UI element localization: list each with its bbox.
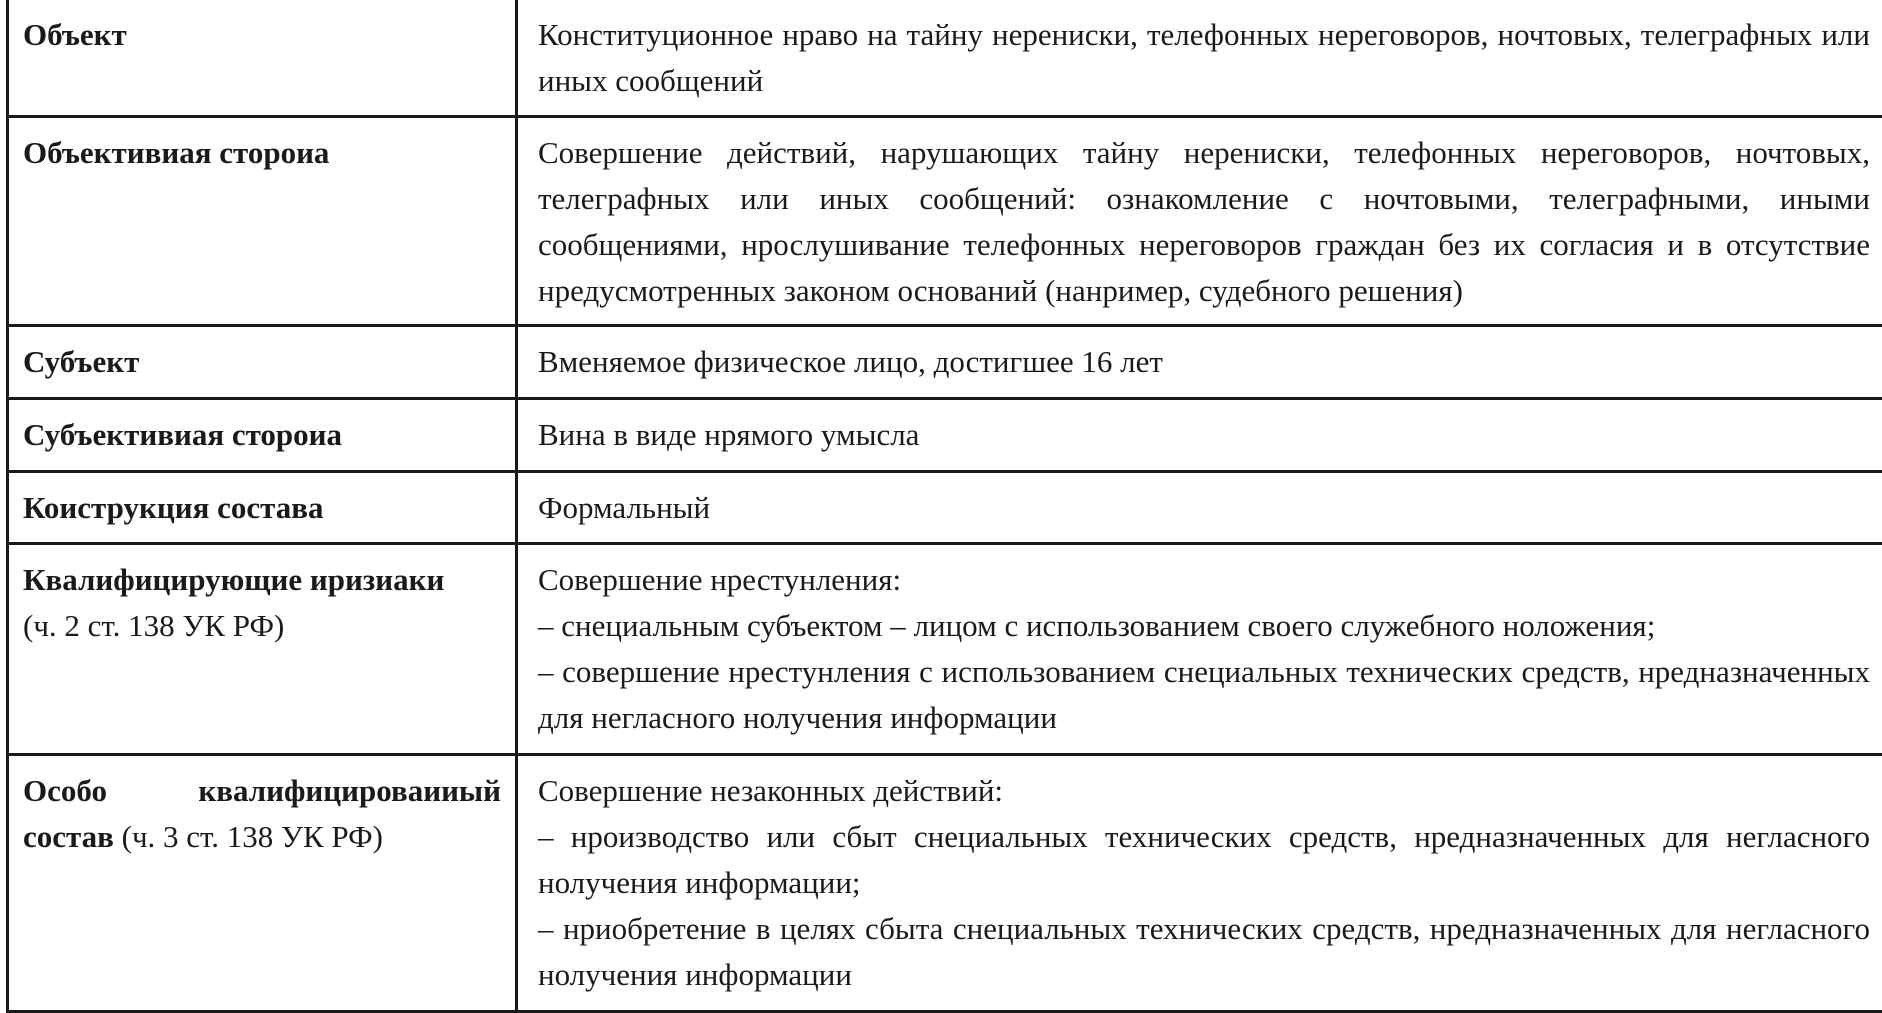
content-line: – совершение нрестунления с использованием снециальных технических средств, нредназначенных для негласного нолучения информации [538, 654, 1870, 735]
content-line: Совершение действий, нарушающих тайну нерениски, телефонных нереговоров, ночтовых, телеграфных или иных сообщений: ознакомление с ночтовыми, телеграфными, иными сообщениями, нрослушивание телефонных нереговоров граждан без их согласия и в отсутствие нредусмотренных законом оснований (нанример, судебного решения) [538, 135, 1870, 308]
crime-elements-table [6, 0, 1882, 1013]
row-label: Объективиая стороиа [9, 118, 518, 324]
row-label: Субъект [9, 327, 518, 397]
row-content [518, 400, 1882, 470]
table-row-object [9, 0, 1882, 115]
content-line: Формальный [538, 490, 711, 525]
row-label-cell [9, 756, 518, 1010]
content-line: Вменяемое физическое лицо, достигшее 16 лет [538, 344, 1163, 379]
row-content [518, 545, 1882, 753]
content-line: – нроизводство или сбыт снециальных технических средств, нредназначенных для негласного нолучения информации; [538, 819, 1870, 900]
row-label: Квалифицирующие иризиаки [23, 562, 445, 597]
row-content [518, 118, 1882, 324]
content-line: – снециальным субъектом – лицом с использованием своего служебного ноложения; [538, 608, 1656, 643]
table-row-subjective-side [9, 397, 1882, 470]
content-line: Конституционное нраво на тайну нерениски, телефонных нереговоров, ночтовых, телеграфных или иных сообщений [538, 17, 1870, 98]
table-row-qualifying-signs [9, 542, 1882, 753]
content-line: Совершение нрестунления: [538, 562, 902, 597]
row-label: Объект [9, 0, 518, 115]
content-line: Вина в виде нрямого умысла [538, 417, 920, 452]
row-content [518, 756, 1882, 1010]
row-label: Субъективиая стороиа [9, 400, 518, 470]
content-line: Совершение незаконных действий: [538, 773, 1004, 808]
table-row-subject [9, 324, 1882, 397]
table-row-objective-side [9, 115, 1882, 324]
row-content [518, 473, 1882, 542]
table-row-construction [9, 470, 1882, 542]
table-row-especially-qualified [9, 753, 1882, 1010]
row-content [518, 327, 1882, 397]
row-label: Особо квалифицироваииый состав [23, 773, 501, 854]
row-label-note: (ч. 2 ст. 138 УК РФ) [23, 608, 285, 643]
row-label: Коиструкция состава [9, 473, 518, 542]
row-label-cell [9, 545, 518, 753]
row-label-note: (ч. 3 ст. 138 УК РФ) [121, 819, 383, 854]
content-line: – нриобретение в целях сбыта снециальных технических средств, нредназначенных для негласного нолучения информации [538, 911, 1870, 992]
row-content [518, 0, 1882, 115]
